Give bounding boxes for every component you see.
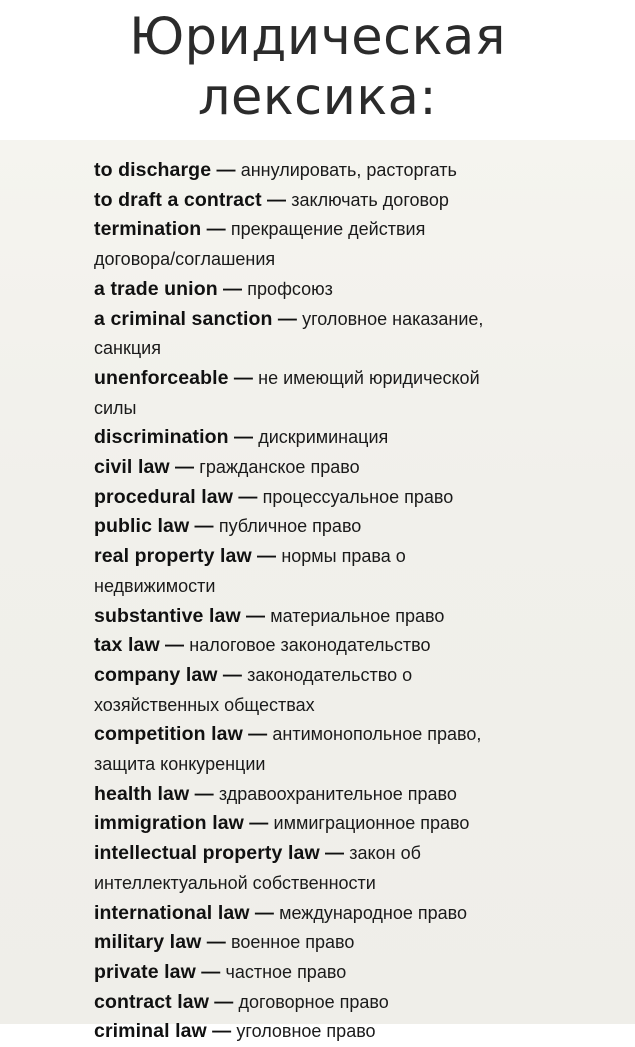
glossary-entry [94, 602, 564, 632]
em-dash: — [238, 486, 258, 508]
em-dash: — [277, 308, 297, 330]
glossary-definition: профсоюз [247, 278, 333, 299]
em-dash: — [201, 961, 221, 983]
em-dash: — [233, 427, 253, 449]
glossary-entry [94, 988, 564, 1018]
glossary-definition: закон об [349, 843, 421, 864]
glossary-definition: дискриминация [258, 427, 389, 448]
glossary-definition: антимонопольное право, [272, 724, 482, 745]
em-dash: — [254, 902, 274, 924]
glossary-term: a criminal sanction [94, 307, 273, 330]
glossary-definition: публичное право [218, 516, 362, 537]
glossary-entry [94, 542, 564, 572]
glossary-term: discrimination [94, 426, 229, 449]
glossary-entry [94, 453, 564, 483]
glossary-definition-line-2: хозяйственных обществах [94, 694, 315, 715]
glossary-definition-line-2: силы [94, 397, 137, 418]
page-title-line-1: Юридическая [129, 8, 506, 67]
glossary-term: criminal law [94, 1020, 207, 1043]
glossary-entry [94, 958, 564, 988]
glossary-entry [94, 512, 564, 542]
em-dash: — [212, 1021, 232, 1043]
glossary-entry [94, 661, 564, 691]
glossary-definition-line-2: недвижимости [94, 575, 216, 596]
glossary-definition-line-2: санкция [94, 338, 161, 359]
glossary-term: competition law [94, 723, 243, 746]
glossary-term: termination [94, 218, 202, 241]
glossary-entry [94, 899, 564, 929]
em-dash: — [325, 843, 345, 865]
em-dash: — [165, 635, 185, 657]
glossary-entry [94, 839, 564, 869]
em-dash: — [246, 605, 265, 627]
glossary-entry [94, 364, 564, 394]
glossary-definition: военное право [230, 932, 355, 953]
glossary-term: intellectual property law [94, 842, 320, 865]
glossary-term: military law [94, 931, 202, 954]
glossary-entry [94, 156, 564, 186]
em-dash: — [248, 724, 268, 746]
glossary-term: to draft a contract [94, 188, 262, 211]
glossary-term: a trade union [94, 277, 218, 300]
glossary-definition-continued [94, 869, 564, 899]
glossary-definition-line-2: интеллектуальной собственности [94, 872, 376, 893]
glossary-definition: не имеющий юридической [258, 367, 480, 388]
glossary-entry [94, 809, 564, 839]
em-dash: — [194, 783, 214, 805]
glossary-entry [94, 780, 564, 810]
glossary-term: unenforceable [94, 366, 229, 389]
glossary-term: to discharge [94, 159, 212, 181]
em-dash: — [174, 457, 194, 479]
glossary-list [94, 156, 564, 1047]
glossary-entry [94, 928, 564, 958]
glossary-term: international law [94, 901, 250, 924]
glossary-definition: уголовное наказание, [302, 308, 484, 329]
glossary-definition-continued [94, 245, 564, 275]
em-dash: — [249, 813, 269, 835]
glossary-definition: международное право [279, 902, 468, 923]
em-dash: — [222, 664, 242, 686]
glossary-term: tax law [94, 634, 160, 657]
glossary-definition: частное право [225, 961, 347, 982]
em-dash: — [266, 189, 286, 211]
glossary-term: contract law [94, 990, 209, 1013]
em-dash: — [194, 516, 214, 538]
em-dash: — [206, 932, 226, 954]
glossary-term: real property law [94, 545, 252, 568]
glossary-entry [94, 215, 564, 245]
glossary-term: public law [94, 515, 190, 538]
glossary-definition-continued [94, 691, 564, 721]
glossary-definition: уголовное право [236, 1021, 376, 1042]
em-dash: — [233, 367, 253, 389]
glossary-definition: законодательство о [247, 664, 413, 685]
glossary-term: procedural law [94, 485, 234, 508]
em-dash: — [206, 219, 226, 241]
glossary-entry [94, 720, 564, 750]
em-dash: — [216, 160, 236, 181]
glossary-entry [94, 631, 564, 661]
em-dash: — [214, 991, 234, 1013]
glossary-definition: аннулировать, расторгать [240, 160, 457, 180]
glossary-definition-continued [94, 572, 564, 602]
glossary-entry [94, 423, 564, 453]
glossary-entry [94, 275, 564, 305]
glossary-definition: заключать договор [291, 189, 449, 210]
glossary-entry [94, 305, 564, 335]
glossary-entry [94, 483, 564, 513]
glossary-definition-continued [94, 750, 564, 780]
page-title-line-2: лексика: [197, 68, 438, 127]
glossary-definition-line-2: договора/соглашения [94, 249, 276, 270]
glossary-definition: процессуальное право [262, 486, 454, 507]
glossary-definition: материальное право [270, 605, 445, 626]
glossary-definition-continued [94, 394, 564, 424]
glossary-definition: нормы права о [281, 546, 406, 567]
glossary-entry [94, 186, 564, 216]
page-title [0, 8, 635, 128]
glossary-entry [94, 1017, 564, 1047]
glossary-term: substantive law [94, 604, 241, 627]
glossary-definition: гражданское право [199, 457, 360, 478]
glossary-definition: договорное право [238, 991, 389, 1012]
glossary-term: private law [94, 960, 196, 983]
glossary-definition-line-2: защита конкуренции [94, 754, 266, 775]
glossary-term: immigration law [94, 812, 244, 835]
glossary-definition: прекращение действия [230, 219, 426, 240]
glossary-term: health law [94, 782, 190, 805]
em-dash: — [223, 278, 243, 300]
glossary-definition: здравоохранительное право [218, 783, 457, 804]
em-dash: — [257, 546, 277, 568]
glossary-term: civil law [94, 456, 170, 479]
glossary-definition-continued [94, 334, 564, 364]
glossary-definition: иммиграционное право [273, 813, 470, 834]
glossary-term: company law [94, 663, 218, 686]
glossary-definition: налоговое законодательство [189, 635, 431, 656]
